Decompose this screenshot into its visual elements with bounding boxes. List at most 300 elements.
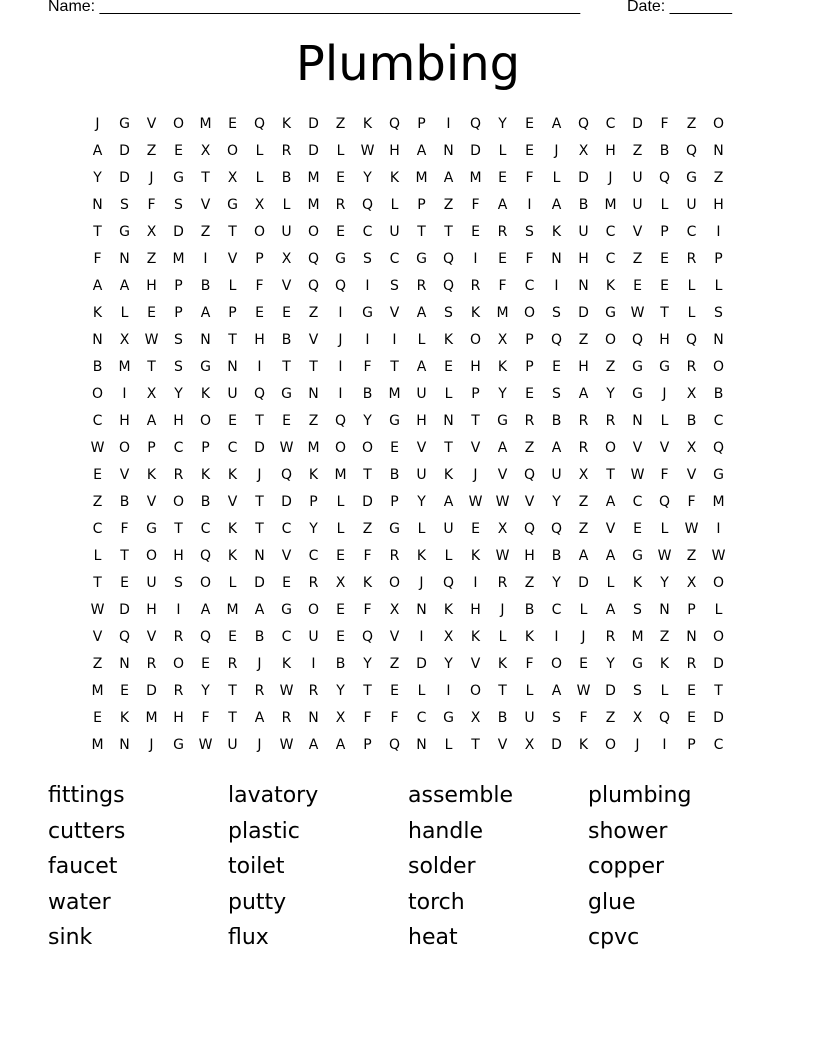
word-list-item: cutters bbox=[48, 818, 126, 844]
grid-letter: N bbox=[713, 332, 724, 348]
grid-letter: S bbox=[174, 197, 183, 213]
grid-letter: Y bbox=[498, 116, 507, 132]
grid-letter: D bbox=[416, 656, 427, 672]
grid-letter: R bbox=[173, 629, 184, 645]
grid-letter: O bbox=[712, 629, 725, 645]
grid-letter: I bbox=[446, 116, 451, 132]
grid-letter: F bbox=[255, 278, 264, 294]
grid-letter: K bbox=[443, 332, 454, 348]
grid-letter: D bbox=[578, 170, 589, 186]
grid-letter: K bbox=[497, 359, 508, 375]
grid-letter: I bbox=[716, 224, 721, 240]
grid-letter: K bbox=[146, 467, 157, 483]
grid-letter: I bbox=[176, 602, 181, 618]
grid-letter: M bbox=[145, 710, 158, 726]
grid-letter: B bbox=[578, 197, 589, 213]
grid-letter: F bbox=[687, 494, 696, 510]
grid-letter: Q bbox=[280, 467, 293, 483]
grid-letter: T bbox=[471, 413, 480, 429]
grid-letter: A bbox=[551, 197, 562, 213]
grid-letter: R bbox=[308, 575, 319, 591]
grid-letter: E bbox=[93, 710, 102, 726]
grid-letter: G bbox=[497, 413, 508, 429]
grid-letter: R bbox=[254, 683, 265, 699]
grid-letter: N bbox=[308, 710, 319, 726]
grid-letter: A bbox=[146, 413, 157, 429]
grid-letter: N bbox=[578, 278, 589, 294]
grid-letter: E bbox=[336, 548, 345, 564]
grid-letter: T bbox=[228, 683, 237, 699]
grid-letter: K bbox=[119, 710, 130, 726]
grid-letter: L bbox=[498, 143, 507, 159]
grid-letter: M bbox=[334, 467, 347, 483]
grid-letter: D bbox=[362, 494, 373, 510]
grid-letter: H bbox=[389, 143, 400, 159]
grid-letter: N bbox=[443, 143, 454, 159]
grid-letter: A bbox=[578, 386, 589, 402]
grid-letter: U bbox=[389, 224, 400, 240]
grid-letter: K bbox=[470, 305, 481, 321]
grid-letter: R bbox=[497, 575, 508, 591]
word-list-item: handle bbox=[408, 818, 483, 844]
grid-letter: Q bbox=[388, 116, 401, 132]
grid-letter: L bbox=[255, 170, 264, 186]
grid-letter: E bbox=[660, 278, 669, 294]
grid-letter: W bbox=[684, 521, 699, 537]
grid-letter: W bbox=[90, 440, 105, 456]
grid-letter: G bbox=[389, 413, 400, 429]
grid-row bbox=[84, 111, 734, 138]
grid-letter: Q bbox=[550, 521, 563, 537]
grid-letter: Z bbox=[605, 710, 616, 726]
grid-letter: H bbox=[470, 359, 481, 375]
grid-letter: L bbox=[714, 278, 723, 294]
grid-letter: X bbox=[389, 602, 400, 618]
grid-letter: U bbox=[443, 521, 454, 537]
grid-letter: U bbox=[686, 197, 697, 213]
grid-letter: E bbox=[390, 440, 399, 456]
grid-row bbox=[84, 543, 734, 570]
grid-letter: K bbox=[524, 629, 535, 645]
grid-letter: B bbox=[551, 548, 562, 564]
grid-letter: T bbox=[282, 359, 291, 375]
grid-letter: F bbox=[363, 710, 372, 726]
grid-letter: T bbox=[120, 548, 129, 564]
grid-letter: V bbox=[659, 440, 670, 456]
grid-letter: V bbox=[497, 737, 508, 753]
grid-letter: L bbox=[120, 305, 129, 321]
grid-letter: O bbox=[226, 143, 239, 159]
grid-letter: U bbox=[227, 737, 238, 753]
grid-letter: D bbox=[578, 575, 589, 591]
grid-letter: L bbox=[687, 305, 696, 321]
grid-letter: C bbox=[416, 710, 427, 726]
grid-row bbox=[84, 435, 734, 462]
word-list-item: plastic bbox=[228, 818, 300, 844]
grid-letter: K bbox=[200, 467, 211, 483]
grid-letter: O bbox=[712, 359, 725, 375]
grid-letter: S bbox=[633, 683, 642, 699]
grid-letter: L bbox=[525, 683, 534, 699]
grid-letter: O bbox=[334, 440, 347, 456]
grid-letter: D bbox=[254, 575, 265, 591]
grid-letter: E bbox=[498, 251, 507, 267]
grid-row bbox=[84, 597, 734, 624]
grid-letter: F bbox=[525, 170, 534, 186]
grid-letter: Z bbox=[335, 116, 346, 132]
grid-letter: A bbox=[92, 143, 103, 159]
grid-letter: V bbox=[389, 629, 400, 645]
grid-letter: E bbox=[687, 683, 696, 699]
grid-letter: K bbox=[605, 278, 616, 294]
grid-letter: A bbox=[551, 440, 562, 456]
grid-letter: I bbox=[473, 575, 478, 591]
grid-letter: B bbox=[389, 467, 400, 483]
grid-letter: Z bbox=[362, 521, 373, 537]
grid-letter: E bbox=[336, 629, 345, 645]
grid-letter: Z bbox=[146, 143, 157, 159]
grid-letter: A bbox=[497, 440, 508, 456]
grid-letter: T bbox=[201, 170, 210, 186]
grid-letter: I bbox=[338, 305, 343, 321]
grid-letter: Q bbox=[712, 440, 725, 456]
grid-letter: A bbox=[416, 305, 427, 321]
grid-letter: G bbox=[632, 386, 643, 402]
grid-letter: Z bbox=[686, 116, 697, 132]
grid-letter: V bbox=[605, 521, 616, 537]
grid-letter: C bbox=[551, 602, 562, 618]
grid-letter: A bbox=[605, 602, 616, 618]
grid-letter: R bbox=[497, 224, 508, 240]
grid-letter: F bbox=[579, 710, 588, 726]
grid-letter: M bbox=[118, 359, 131, 375]
grid-letter: E bbox=[687, 710, 696, 726]
word-list-item: shower bbox=[588, 818, 668, 844]
grid-letter: G bbox=[227, 197, 238, 213]
grid-letter: V bbox=[497, 467, 508, 483]
grid-letter: K bbox=[659, 656, 670, 672]
grid-letter: C bbox=[605, 116, 616, 132]
grid-letter: A bbox=[416, 359, 427, 375]
grid-letter: B bbox=[497, 710, 508, 726]
grid-letter: T bbox=[363, 683, 372, 699]
grid-letter: Q bbox=[658, 170, 671, 186]
word-list-item: toilet bbox=[228, 854, 285, 879]
grid-letter: F bbox=[660, 116, 669, 132]
grid-letter: P bbox=[417, 197, 426, 213]
grid-letter: W bbox=[657, 548, 672, 564]
grid-letter: V bbox=[146, 629, 157, 645]
grid-row bbox=[84, 219, 734, 246]
grid-letter: D bbox=[605, 683, 616, 699]
grid-letter: C bbox=[92, 521, 103, 537]
grid-letter: K bbox=[227, 467, 238, 483]
grid-letter: P bbox=[687, 602, 696, 618]
grid-letter: G bbox=[362, 305, 373, 321]
grid-letter: X bbox=[578, 467, 589, 483]
grid-letter: Z bbox=[578, 521, 589, 537]
grid-letter: H bbox=[578, 359, 589, 375]
grid-letter: A bbox=[254, 602, 265, 618]
grid-letter: Q bbox=[307, 251, 320, 267]
grid-letter: A bbox=[119, 278, 130, 294]
grid-letter: P bbox=[417, 116, 426, 132]
grid-letter: M bbox=[172, 251, 185, 267]
grid-letter: X bbox=[524, 737, 535, 753]
grid-letter: G bbox=[389, 521, 400, 537]
grid-letter: T bbox=[714, 683, 723, 699]
grid-letter: E bbox=[255, 305, 264, 321]
grid-letter: C bbox=[362, 224, 373, 240]
grid-letter: Z bbox=[632, 251, 643, 267]
grid-letter: H bbox=[173, 413, 184, 429]
grid-letter: G bbox=[173, 170, 184, 186]
grid-letter: W bbox=[144, 332, 159, 348]
grid-letter: D bbox=[173, 224, 184, 240]
grid-letter: B bbox=[200, 278, 211, 294]
grid-letter: G bbox=[605, 305, 616, 321]
word-list-item: putty bbox=[228, 889, 287, 915]
grid-letter: A bbox=[497, 197, 508, 213]
grid-letter: D bbox=[551, 737, 562, 753]
grid-letter: L bbox=[336, 494, 345, 510]
grid-letter: I bbox=[338, 359, 343, 375]
grid-letter: H bbox=[146, 278, 157, 294]
grid-letter: M bbox=[226, 602, 239, 618]
grid-letter: R bbox=[578, 413, 589, 429]
grid-letter: C bbox=[605, 224, 616, 240]
grid-letter: X bbox=[632, 710, 643, 726]
grid-letter: R bbox=[605, 629, 616, 645]
grid-letter: T bbox=[390, 359, 399, 375]
grid-letter: E bbox=[525, 386, 534, 402]
grid-letter: M bbox=[388, 386, 401, 402]
word-list-item: copper bbox=[588, 854, 665, 879]
grid-letter: R bbox=[146, 656, 157, 672]
grid-letter: O bbox=[469, 332, 482, 348]
grid-letter: Y bbox=[174, 386, 183, 402]
grid-letter: I bbox=[527, 197, 532, 213]
grid-letter: X bbox=[686, 575, 697, 591]
grid-letter: K bbox=[443, 602, 454, 618]
grid-letter: Y bbox=[444, 656, 453, 672]
grid-letter: O bbox=[523, 305, 536, 321]
grid-letter: L bbox=[444, 548, 453, 564]
grid-letter: W bbox=[468, 494, 483, 510]
grid-letter: F bbox=[93, 251, 102, 267]
grid-letter: K bbox=[578, 737, 589, 753]
grid-letter: H bbox=[659, 332, 670, 348]
grid-letter: Q bbox=[307, 278, 320, 294]
grid-letter: X bbox=[686, 386, 697, 402]
grid-letter: W bbox=[495, 494, 510, 510]
grid-row bbox=[84, 192, 734, 219]
grid-letter: V bbox=[524, 494, 535, 510]
grid-letter: Q bbox=[685, 143, 698, 159]
grid-letter: X bbox=[335, 710, 346, 726]
grid-letter: Z bbox=[92, 656, 103, 672]
grid-letter: X bbox=[146, 224, 157, 240]
grid-letter: M bbox=[91, 737, 104, 753]
grid-letter: I bbox=[257, 359, 262, 375]
grid-letter: F bbox=[390, 710, 399, 726]
word-list-item: glue bbox=[588, 889, 636, 915]
grid-letter: K bbox=[308, 467, 319, 483]
grid-letter: G bbox=[416, 251, 427, 267]
grid-letter: H bbox=[173, 710, 184, 726]
grid-letter: T bbox=[309, 359, 318, 375]
grid-letter: O bbox=[307, 224, 320, 240]
grid-letter: W bbox=[90, 602, 105, 618]
grid-letter: T bbox=[471, 737, 480, 753]
grid-letter: G bbox=[632, 359, 643, 375]
grid-row bbox=[84, 489, 734, 516]
grid-letter: W bbox=[279, 440, 294, 456]
grid-letter: R bbox=[470, 278, 481, 294]
grid-letter: N bbox=[200, 332, 211, 348]
grid-letter: L bbox=[606, 575, 615, 591]
grid-letter: E bbox=[201, 656, 210, 672]
grid-letter: R bbox=[686, 656, 697, 672]
grid-letter: Y bbox=[363, 170, 372, 186]
grid-letter: Z bbox=[389, 656, 400, 672]
grid-letter: T bbox=[255, 494, 264, 510]
grid-letter: J bbox=[95, 116, 100, 132]
grid-letter: L bbox=[417, 332, 426, 348]
grid-letter: U bbox=[632, 197, 643, 213]
grid-letter: U bbox=[308, 629, 319, 645]
grid-letter: X bbox=[443, 629, 454, 645]
grid-letter: O bbox=[199, 413, 212, 429]
grid-letter: V bbox=[92, 629, 103, 645]
grid-letter: L bbox=[552, 170, 561, 186]
grid-letter: I bbox=[338, 386, 343, 402]
grid-letter: Q bbox=[388, 737, 401, 753]
grid-letter: L bbox=[714, 602, 723, 618]
grid-letter: Z bbox=[524, 575, 535, 591]
grid-letter: D bbox=[119, 143, 130, 159]
grid-letter: T bbox=[255, 413, 264, 429]
grid-letter: D bbox=[308, 143, 319, 159]
grid-letter: N bbox=[119, 656, 130, 672]
grid-letter: Z bbox=[578, 494, 589, 510]
grid-letter: E bbox=[579, 656, 588, 672]
grid-letter: M bbox=[631, 629, 644, 645]
grid-letter: M bbox=[469, 170, 482, 186]
grid-letter: J bbox=[473, 467, 478, 483]
grid-letter: E bbox=[525, 116, 534, 132]
grid-letter: Y bbox=[552, 494, 561, 510]
grid-letter: A bbox=[551, 683, 562, 699]
grid-letter: R bbox=[389, 548, 400, 564]
grid-letter: L bbox=[687, 278, 696, 294]
grid-letter: G bbox=[173, 737, 184, 753]
grid-letter: H bbox=[470, 602, 481, 618]
grid-row bbox=[84, 651, 734, 678]
grid-letter: G bbox=[200, 359, 211, 375]
grid-letter: N bbox=[119, 737, 130, 753]
grid-letter: I bbox=[365, 332, 370, 348]
grid-letter: W bbox=[495, 548, 510, 564]
grid-letter: G bbox=[632, 656, 643, 672]
grid-letter: L bbox=[228, 278, 237, 294]
word-list bbox=[48, 778, 768, 956]
grid-letter: Y bbox=[606, 656, 615, 672]
grid-letter: Z bbox=[713, 170, 724, 186]
grid-letter: F bbox=[498, 278, 507, 294]
grid-letter: E bbox=[471, 224, 480, 240]
grid-letter: B bbox=[659, 143, 670, 159]
grid-letter: J bbox=[419, 575, 424, 591]
grid-letter: D bbox=[470, 143, 481, 159]
grid-letter: V bbox=[281, 278, 292, 294]
grid-letter: D bbox=[308, 116, 319, 132]
grid-letter: R bbox=[335, 197, 346, 213]
grid-letter: I bbox=[203, 251, 208, 267]
grid-letter: Q bbox=[658, 494, 671, 510]
grid-letter: Y bbox=[309, 521, 318, 537]
page-title: Plumbing bbox=[295, 36, 521, 92]
grid-letter: N bbox=[227, 359, 238, 375]
grid-letter: O bbox=[712, 575, 725, 591]
grid-letter: L bbox=[336, 143, 345, 159]
grid-letter: V bbox=[281, 548, 292, 564]
grid-letter: R bbox=[281, 710, 292, 726]
grid-letter: I bbox=[446, 683, 451, 699]
grid-letter: J bbox=[635, 737, 640, 753]
grid-letter: G bbox=[146, 521, 157, 537]
grid-letter: S bbox=[552, 386, 561, 402]
grid-letter: F bbox=[471, 197, 480, 213]
grid-letter: E bbox=[282, 305, 291, 321]
grid-letter: K bbox=[389, 170, 400, 186]
grid-letter: O bbox=[361, 440, 374, 456]
grid-letter: Q bbox=[361, 197, 374, 213]
grid-letter: S bbox=[363, 251, 372, 267]
grid-letter: O bbox=[145, 548, 158, 564]
grid-letter: M bbox=[199, 116, 212, 132]
grid-letter: J bbox=[662, 386, 667, 402]
grid-letter: V bbox=[119, 467, 130, 483]
grid-letter: Q bbox=[442, 278, 455, 294]
grid-letter: Z bbox=[524, 440, 535, 456]
grid-letter: E bbox=[228, 413, 237, 429]
grid-row bbox=[84, 624, 734, 651]
grid-letter: S bbox=[174, 575, 183, 591]
grid-letter: Z bbox=[200, 224, 211, 240]
grid-letter: G bbox=[686, 170, 697, 186]
grid-letter: A bbox=[416, 143, 427, 159]
grid-letter: J bbox=[257, 656, 262, 672]
grid-letter: G bbox=[281, 386, 292, 402]
grid-letter: K bbox=[200, 386, 211, 402]
grid-letter: X bbox=[227, 170, 238, 186]
grid-letter: D bbox=[119, 602, 130, 618]
grid-letter: D bbox=[578, 305, 589, 321]
grid-letter: E bbox=[660, 251, 669, 267]
grid-letter: T bbox=[363, 467, 372, 483]
grid-letter: H bbox=[173, 548, 184, 564]
grid-letter: B bbox=[551, 413, 562, 429]
grid-letter: D bbox=[146, 683, 157, 699]
grid-row bbox=[84, 705, 734, 732]
grid-letter: E bbox=[471, 521, 480, 537]
grid-letter: X bbox=[200, 143, 211, 159]
grid-letter: E bbox=[147, 305, 156, 321]
grid-letter: Y bbox=[363, 656, 372, 672]
grid-letter: A bbox=[605, 548, 616, 564]
grid-letter: L bbox=[390, 197, 399, 213]
